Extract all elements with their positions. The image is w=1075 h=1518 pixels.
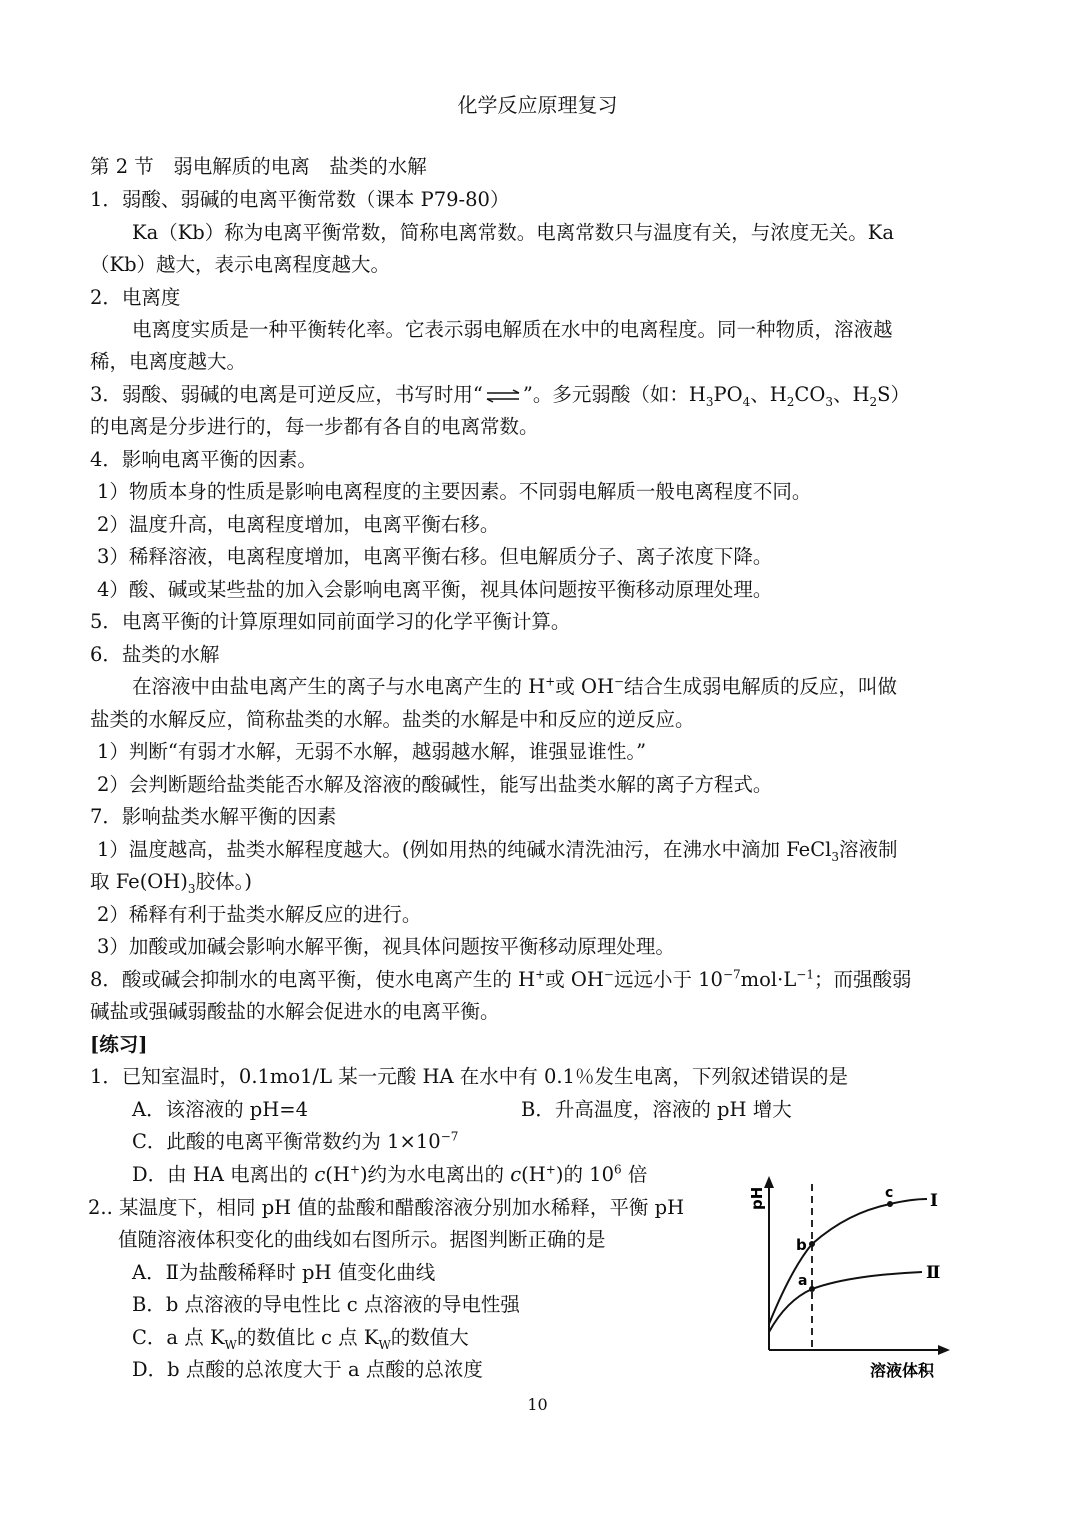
item-6-body-line2: 盐类的水解反应，简称盐类的水解。盐类的水解是中和反应的逆反应。 — [90, 708, 695, 731]
item-7-sub-2: 2）稀释有利于盐类水解反应的进行。 — [97, 903, 422, 926]
curve-I — [769, 1199, 927, 1324]
item-6-title: 6．盐类的水解 — [90, 643, 220, 666]
x-axis-arrow-icon — [938, 1345, 950, 1355]
q1-option-a: A．该溶液的 pH=4 — [132, 1098, 309, 1121]
item-3-line1: 3．弱酸、弱碱的电离是可逆反应，书写时用“ ”。多元弱酸（如：$H_3PO_4$、$H_2CO_3$、$H_2S$） — [90, 383, 910, 409]
item-4-sub-2: 2）温度升高，电离程度增加，电离平衡右移。 — [97, 513, 500, 536]
item-4-sub-4: 4）酸、碱或某些盐的加入会影响电离平衡，视具体问题按平衡移动原理处理。 — [97, 578, 773, 601]
item-6-body-line1: 在溶液中由盐电离产生的离子与水电离产生的 H+或 OH−结合生成弱电解质的反应，叫做 — [132, 674, 898, 698]
item-1-body-line2: （Kb）越大，表示电离程度越大。 — [90, 253, 391, 276]
curve-II-label: Ⅱ — [926, 1263, 941, 1283]
y-axis-arrow-icon — [764, 1176, 774, 1188]
q1-stem: 1．已知室温时，0.1mo1/L 某一元酸 HA 在水中有 0.1％发生电离，下列叙述错误的是 — [90, 1065, 848, 1088]
point-c-marker — [887, 1201, 893, 1207]
q1-option-c: C．此酸的电离平衡常数约为 $1\times 10^{-7}$ — [132, 1129, 459, 1153]
item-1-title: 1．弱酸、弱碱的电离平衡常数（课本 P79-80） — [90, 188, 510, 211]
practice-header: [练习] — [90, 1033, 148, 1056]
item-2-body-line2: 稀，电离度越大。 — [90, 350, 247, 373]
q2-option-a: A．Ⅱ为盐酸稀释时 pH 值变化曲线 — [132, 1261, 436, 1284]
x-axis-label: 溶液体积 — [870, 1361, 935, 1380]
item-8-line1: 8．酸或碱会抑制水的电离平衡，使水电离产生的 H+或 OH−远远小于 $10^{-7}mol\cdot L^{-1}$；而强酸弱 — [90, 967, 912, 991]
item-7-sub-1-line1: 1）温度越高，盐类水解程度越大。(例如用热的纯碱水清洗油污，在沸水中滴加 FeCl$_3$溶液制 — [97, 838, 898, 864]
curve-I-label: I — [930, 1191, 938, 1211]
item-6-sub-1: 1）判断“有弱才水解，无弱不水解，越弱越水解，谁强显谁性。” — [97, 740, 647, 763]
point-a-label: a — [798, 1273, 808, 1289]
section-heading: 第 2 节 弱电解质的电离 盐类的水解 — [90, 155, 427, 178]
item-5: 5．电离平衡的计算原理如同前面学习的化学平衡计算。 — [90, 610, 571, 633]
page-number: 10 — [527, 1395, 548, 1414]
item-7-sub-3: 3）加酸或加碱会影响水解平衡，视具体问题按平衡移动原理处理。 — [97, 935, 675, 958]
item-4-sub-1: 1）物质本身的性质是影响电离程度的主要因素。不同弱电解质一般电离程度不同。 — [97, 480, 812, 503]
q2-option-c: C．a 点 $K_W$的数值比 c 点 $K_W$的数值大 — [132, 1326, 469, 1352]
item-7-sub-1-line2: 取 $Fe(OH)_3$胶体。) — [90, 870, 252, 896]
q1-option-b: B．升高温度，溶液的 pH 增大 — [521, 1098, 792, 1121]
q2-option-b: B．b 点溶液的导电性比 c 点溶液的导电性强 — [132, 1293, 520, 1316]
item-7-title: 7．影响盐类水解平衡的因素 — [90, 805, 337, 828]
item-3-line2: 的电离是分步进行的，每一步都有各自的电离常数。 — [90, 415, 539, 438]
point-b-label: b — [796, 1236, 807, 1254]
item-8-line2: 碱盐或强碱弱酸盐的水解会促进水的电离平衡。 — [90, 1000, 500, 1023]
q2-stem-line2: 值随溶液体积变化的曲线如右图所示。据图判断正确的是 — [118, 1228, 606, 1251]
item-2-title: 2．电离度 — [90, 286, 181, 309]
item-6-sub-2: 2）会判断题给盐类能否水解及溶液的酸碱性，能写出盐类水解的离子方程式。 — [97, 773, 773, 796]
ph-dilution-figure — [742, 1172, 957, 1384]
point-a-marker — [809, 1286, 815, 1292]
item-4-sub-3: 3）稀释溶液，电离程度增加，电离平衡右移。但电解质分子、离子浓度下降。 — [97, 545, 773, 568]
point-c-label: c — [885, 1185, 894, 1201]
curve-II — [769, 1272, 922, 1332]
page-title: 化学反应原理复习 — [457, 93, 618, 117]
point-b-marker — [809, 1241, 815, 1247]
item-2-body-line1: 电离度实质是一种平衡转化率。它表示弱电解质在水中的电离程度。同一种物质，溶液越 — [132, 318, 893, 341]
item-1-body-line1: Ka（Kb）称为电离平衡常数，简称电离常数。电离常数只与温度有关，与浓度无关。Ka — [132, 221, 894, 244]
item-4-title: 4．影响电离平衡的因素。 — [90, 448, 317, 471]
reversible-arrow-icon — [483, 389, 523, 403]
y-axis-label: pH — [748, 1186, 766, 1210]
q2-option-d: D．b 点酸的总浓度大于 a 点酸的总浓度 — [132, 1358, 483, 1381]
q1-option-d: D．由 HA 电离出的 c(H+)约为水电离出的 c(H+)的 $10^6$ 倍 — [132, 1162, 648, 1186]
q2-stem-line1: 2.. 某温度下，相同 pH 值的盐酸和醋酸溶液分别加水稀释，平衡 pH — [88, 1196, 685, 1219]
